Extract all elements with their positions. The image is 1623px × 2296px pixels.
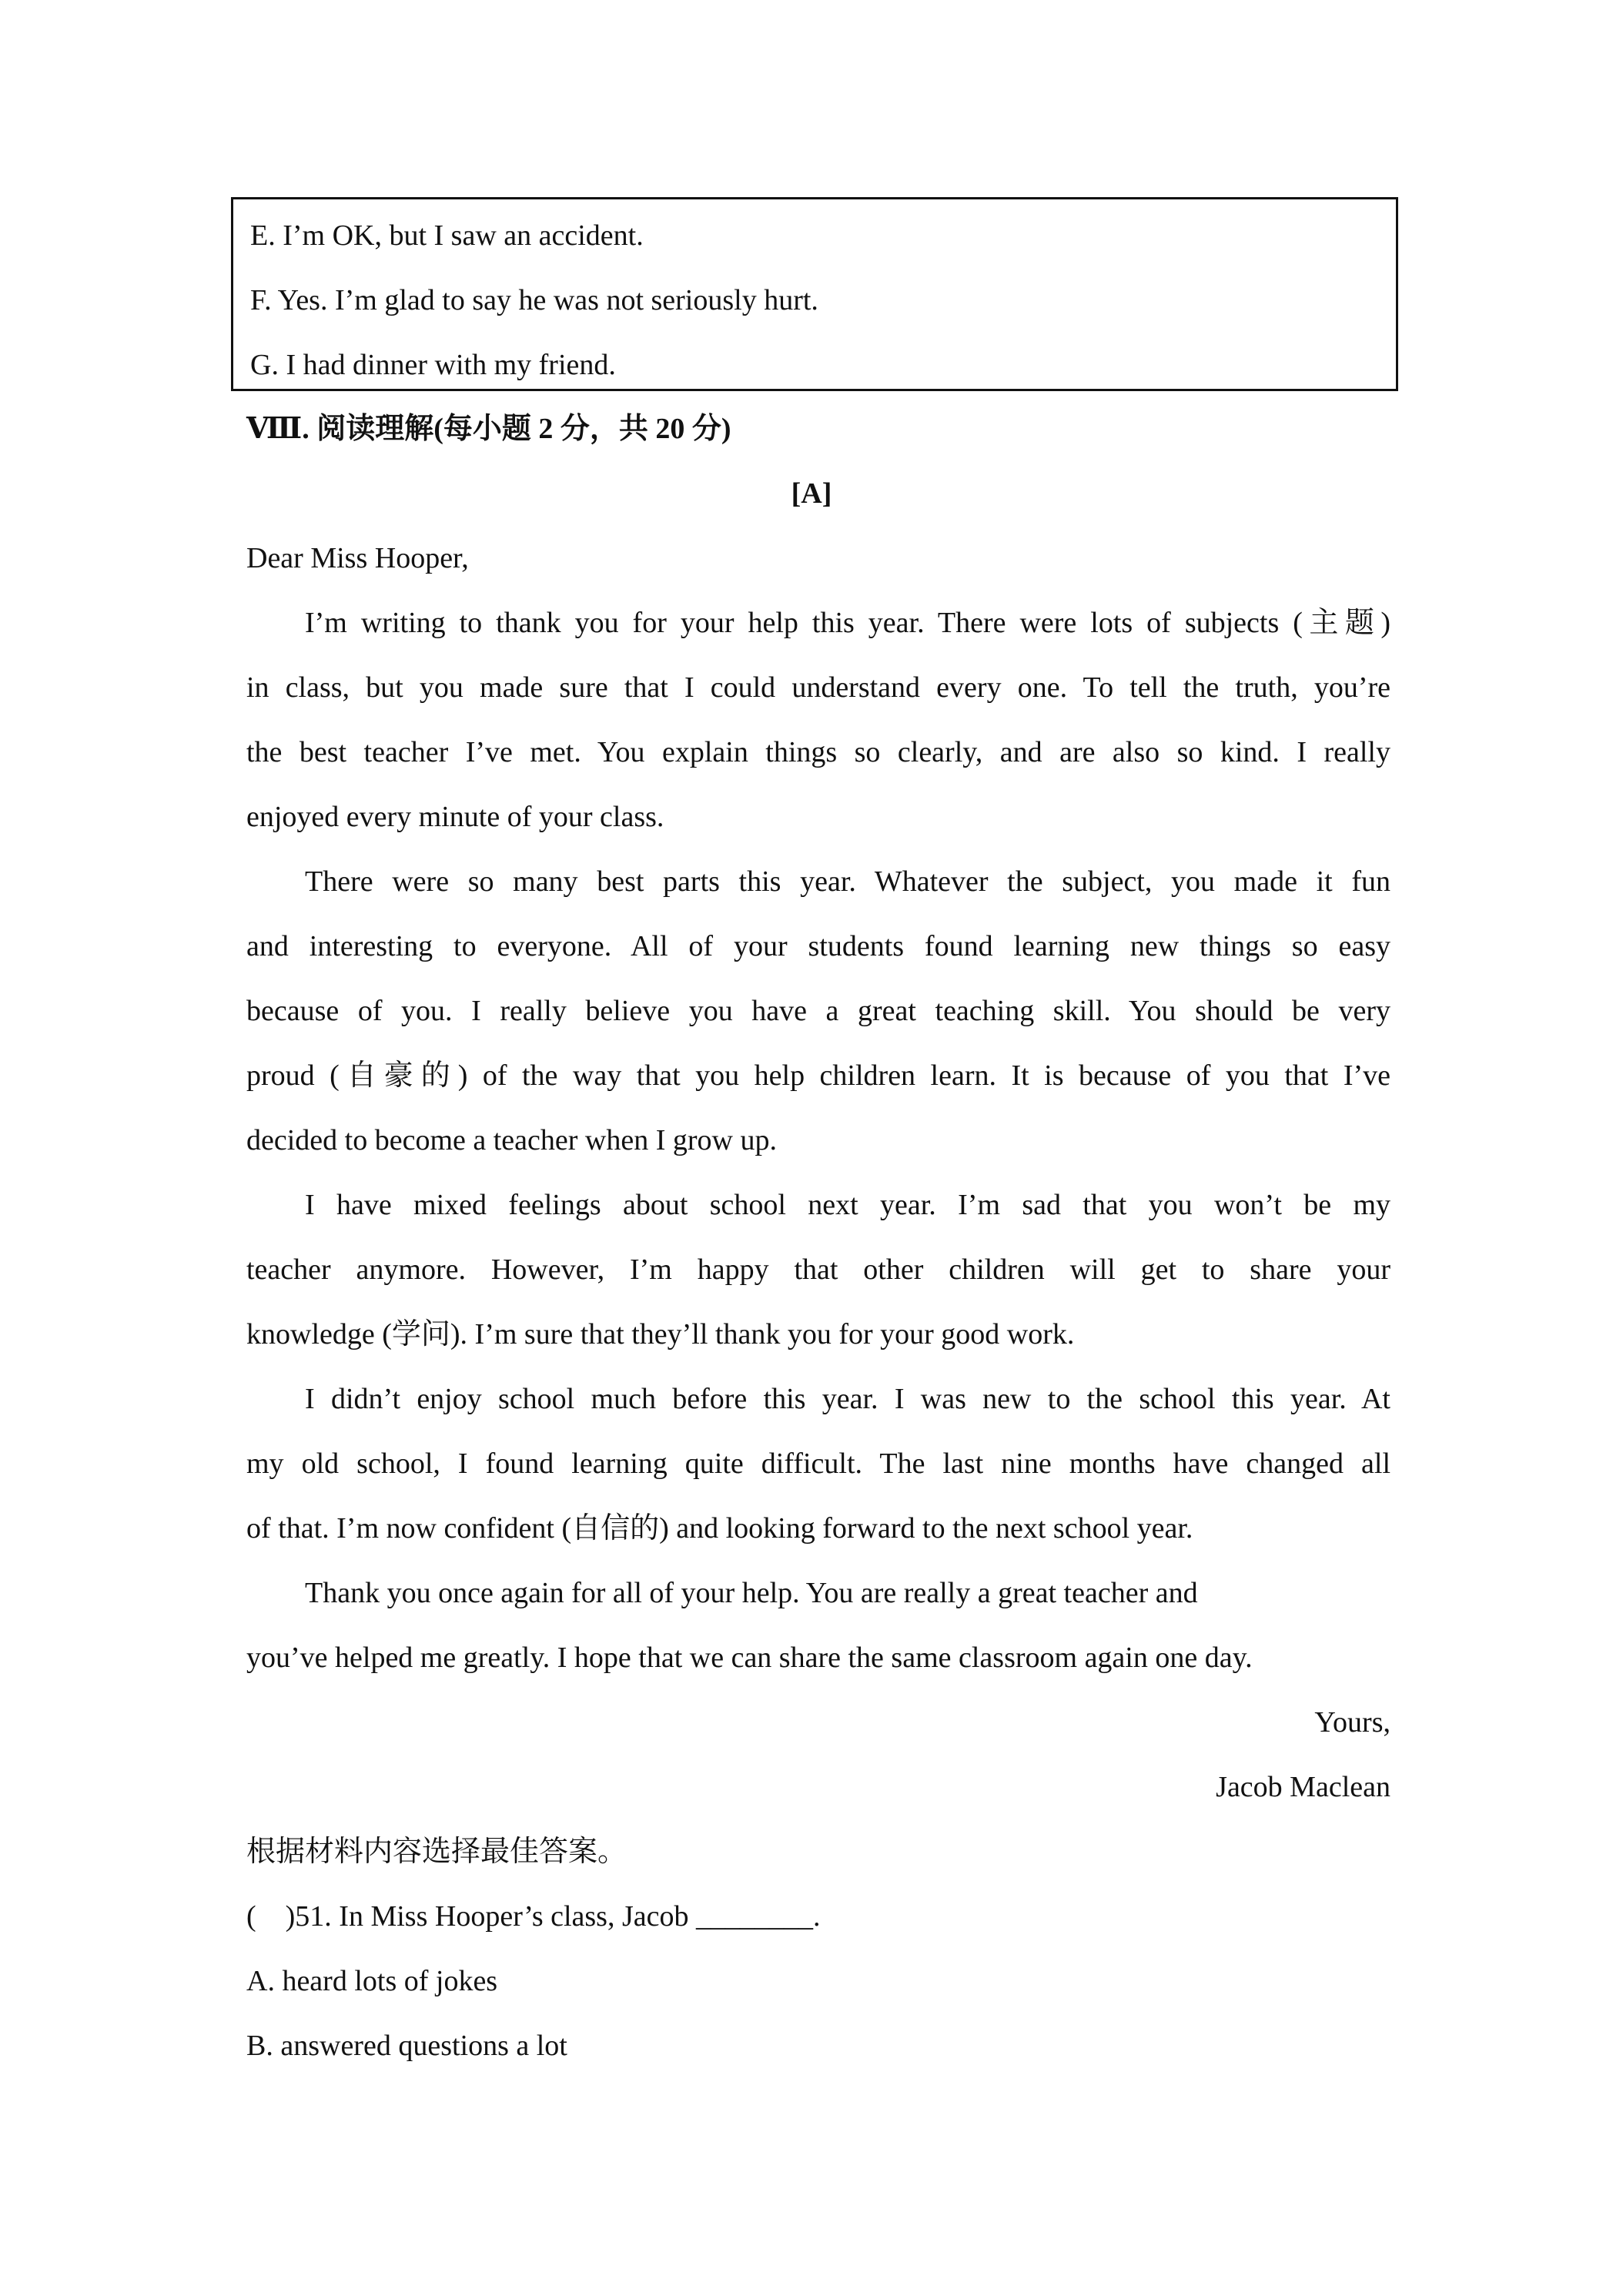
letter-signature: Jacob Maclean <box>1216 1771 1390 1803</box>
letter-line: my old school, I found learning quite difficult. The last nine months have changed all <box>246 1448 1390 1480</box>
question-51-option-b: B. answered questions a lot <box>246 2030 567 2062</box>
letter-line: and interesting to everyone. All of your students found learning new things so easy <box>246 930 1390 962</box>
option-f: F. Yes. I’m glad to say he was not seriously hurt. <box>250 284 818 316</box>
option-g: G. I had dinner with my friend. <box>250 349 616 381</box>
options-box <box>231 197 1398 391</box>
letter-line: decided to become a teacher when I grow up. <box>246 1124 777 1156</box>
option-e: E. I’m OK, but I saw an accident. <box>250 219 644 252</box>
question-51-option-a: A. heard lots of jokes <box>246 1965 498 1997</box>
letter-line: knowledge (学问). I’m sure that they’ll thank you for your good work. <box>246 1318 1075 1350</box>
section-heading: Ⅷ. 阅读理解(每小题 2 分，共 20 分) <box>246 413 731 445</box>
letter-line: in class, but you made sure that I could understand every one. To tell the truth, you’re <box>246 671 1390 704</box>
letter-line: Thank you once again for all of your help. You are really a great teacher and <box>305 1577 1198 1609</box>
letter-line: I’m writing to thank you for your help this year. There were lots of subjects (主题) <box>305 607 1390 639</box>
letter-line: I have mixed feelings about school next year. I’m sad that you won’t be my <box>305 1189 1390 1221</box>
letter-closing: Yours, <box>1314 1706 1390 1739</box>
letter-line: enjoyed every minute of your class. <box>246 801 664 833</box>
letter-line: There were so many best parts this year. Whatever the subject, you made it fun <box>305 865 1390 898</box>
letter-line: of that. I’m now confident (自信的) and looking forward to the next school year. <box>246 1512 1193 1545</box>
question-instruction: 根据材料内容选择最佳答案。 <box>246 1836 627 1868</box>
letter-line: because of you. I really believe you have a great teaching skill. You should be very <box>246 995 1390 1027</box>
letter-line: teacher anymore. However, I’m happy that other children will get to share your <box>246 1253 1390 1286</box>
letter-line: proud (自豪的) of the way that you help children learn. It is because of you that I’ve <box>246 1059 1390 1092</box>
part-label: [A] <box>791 477 832 510</box>
letter-salutation: Dear Miss Hooper, <box>246 542 469 574</box>
question-51-stem: ( )51. In Miss Hooper’s class, Jacob ________. <box>246 1900 821 1933</box>
letter-line: the best teacher I’ve met. You explain things so clearly, and are also so kind. I really <box>246 736 1390 768</box>
letter-line: I didn’t enjoy school much before this year. I was new to the school this year. At <box>305 1383 1390 1415</box>
letter-line: you’ve helped me greatly. I hope that we can share the same classroom again one day. <box>246 1642 1253 1674</box>
